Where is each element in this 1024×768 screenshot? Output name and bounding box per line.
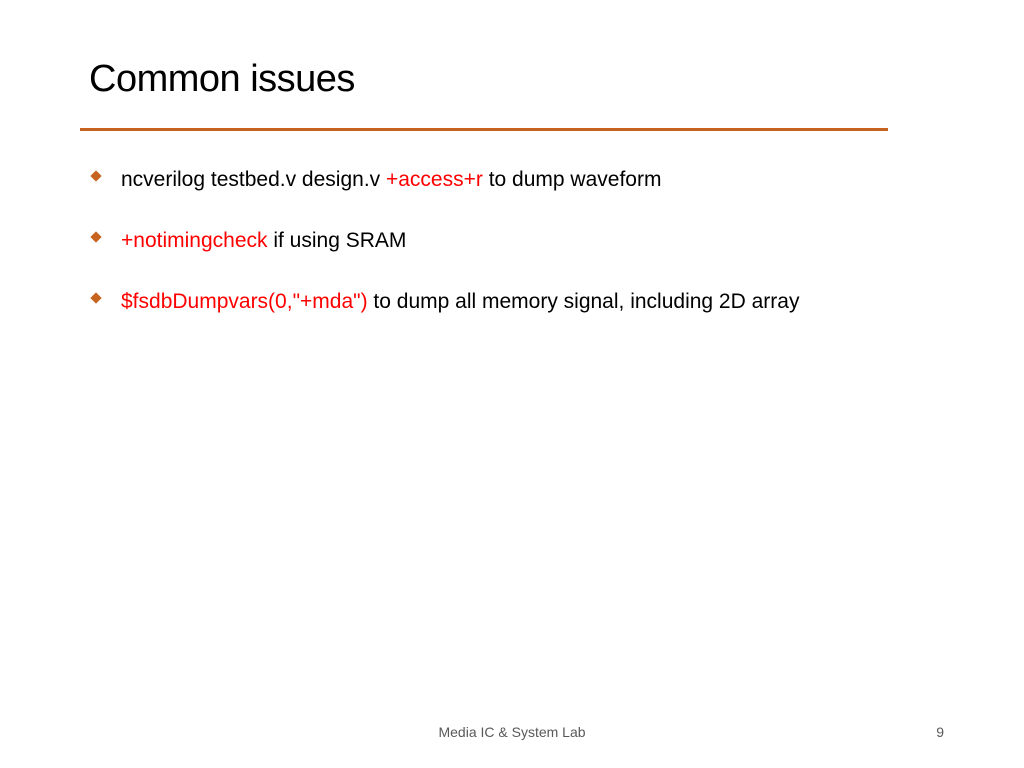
bullet-keyword: +access+r xyxy=(385,168,483,191)
bullet-item xyxy=(90,164,850,195)
bullet-item xyxy=(90,286,850,317)
bullet-text-part: if using SRAM xyxy=(267,229,407,252)
footer-lab-name: Media IC & System Lab xyxy=(438,724,586,740)
bullet-text-part: ncverilog testbed.v design.v xyxy=(121,168,386,191)
bullet-keyword: $fsdbDumpvars(0,"+mda") xyxy=(121,290,368,313)
bullet-item xyxy=(90,225,850,256)
bullet-text-part: to dump waveform xyxy=(482,168,662,191)
diamond-bullet-icon xyxy=(90,170,101,181)
bullet-text xyxy=(121,168,661,191)
slide-title: Common issues xyxy=(89,58,355,100)
bullet-list xyxy=(90,164,850,347)
bullet-text xyxy=(121,229,406,252)
page-number: 9 xyxy=(936,724,944,740)
bullet-keyword: +notimingcheck xyxy=(121,229,268,252)
bullet-text-part: to dump all memory signal, including 2D array xyxy=(367,290,800,313)
bullet-text xyxy=(121,290,799,313)
diamond-bullet-icon xyxy=(90,292,101,303)
title-divider xyxy=(80,128,888,131)
diamond-bullet-icon xyxy=(90,231,101,242)
